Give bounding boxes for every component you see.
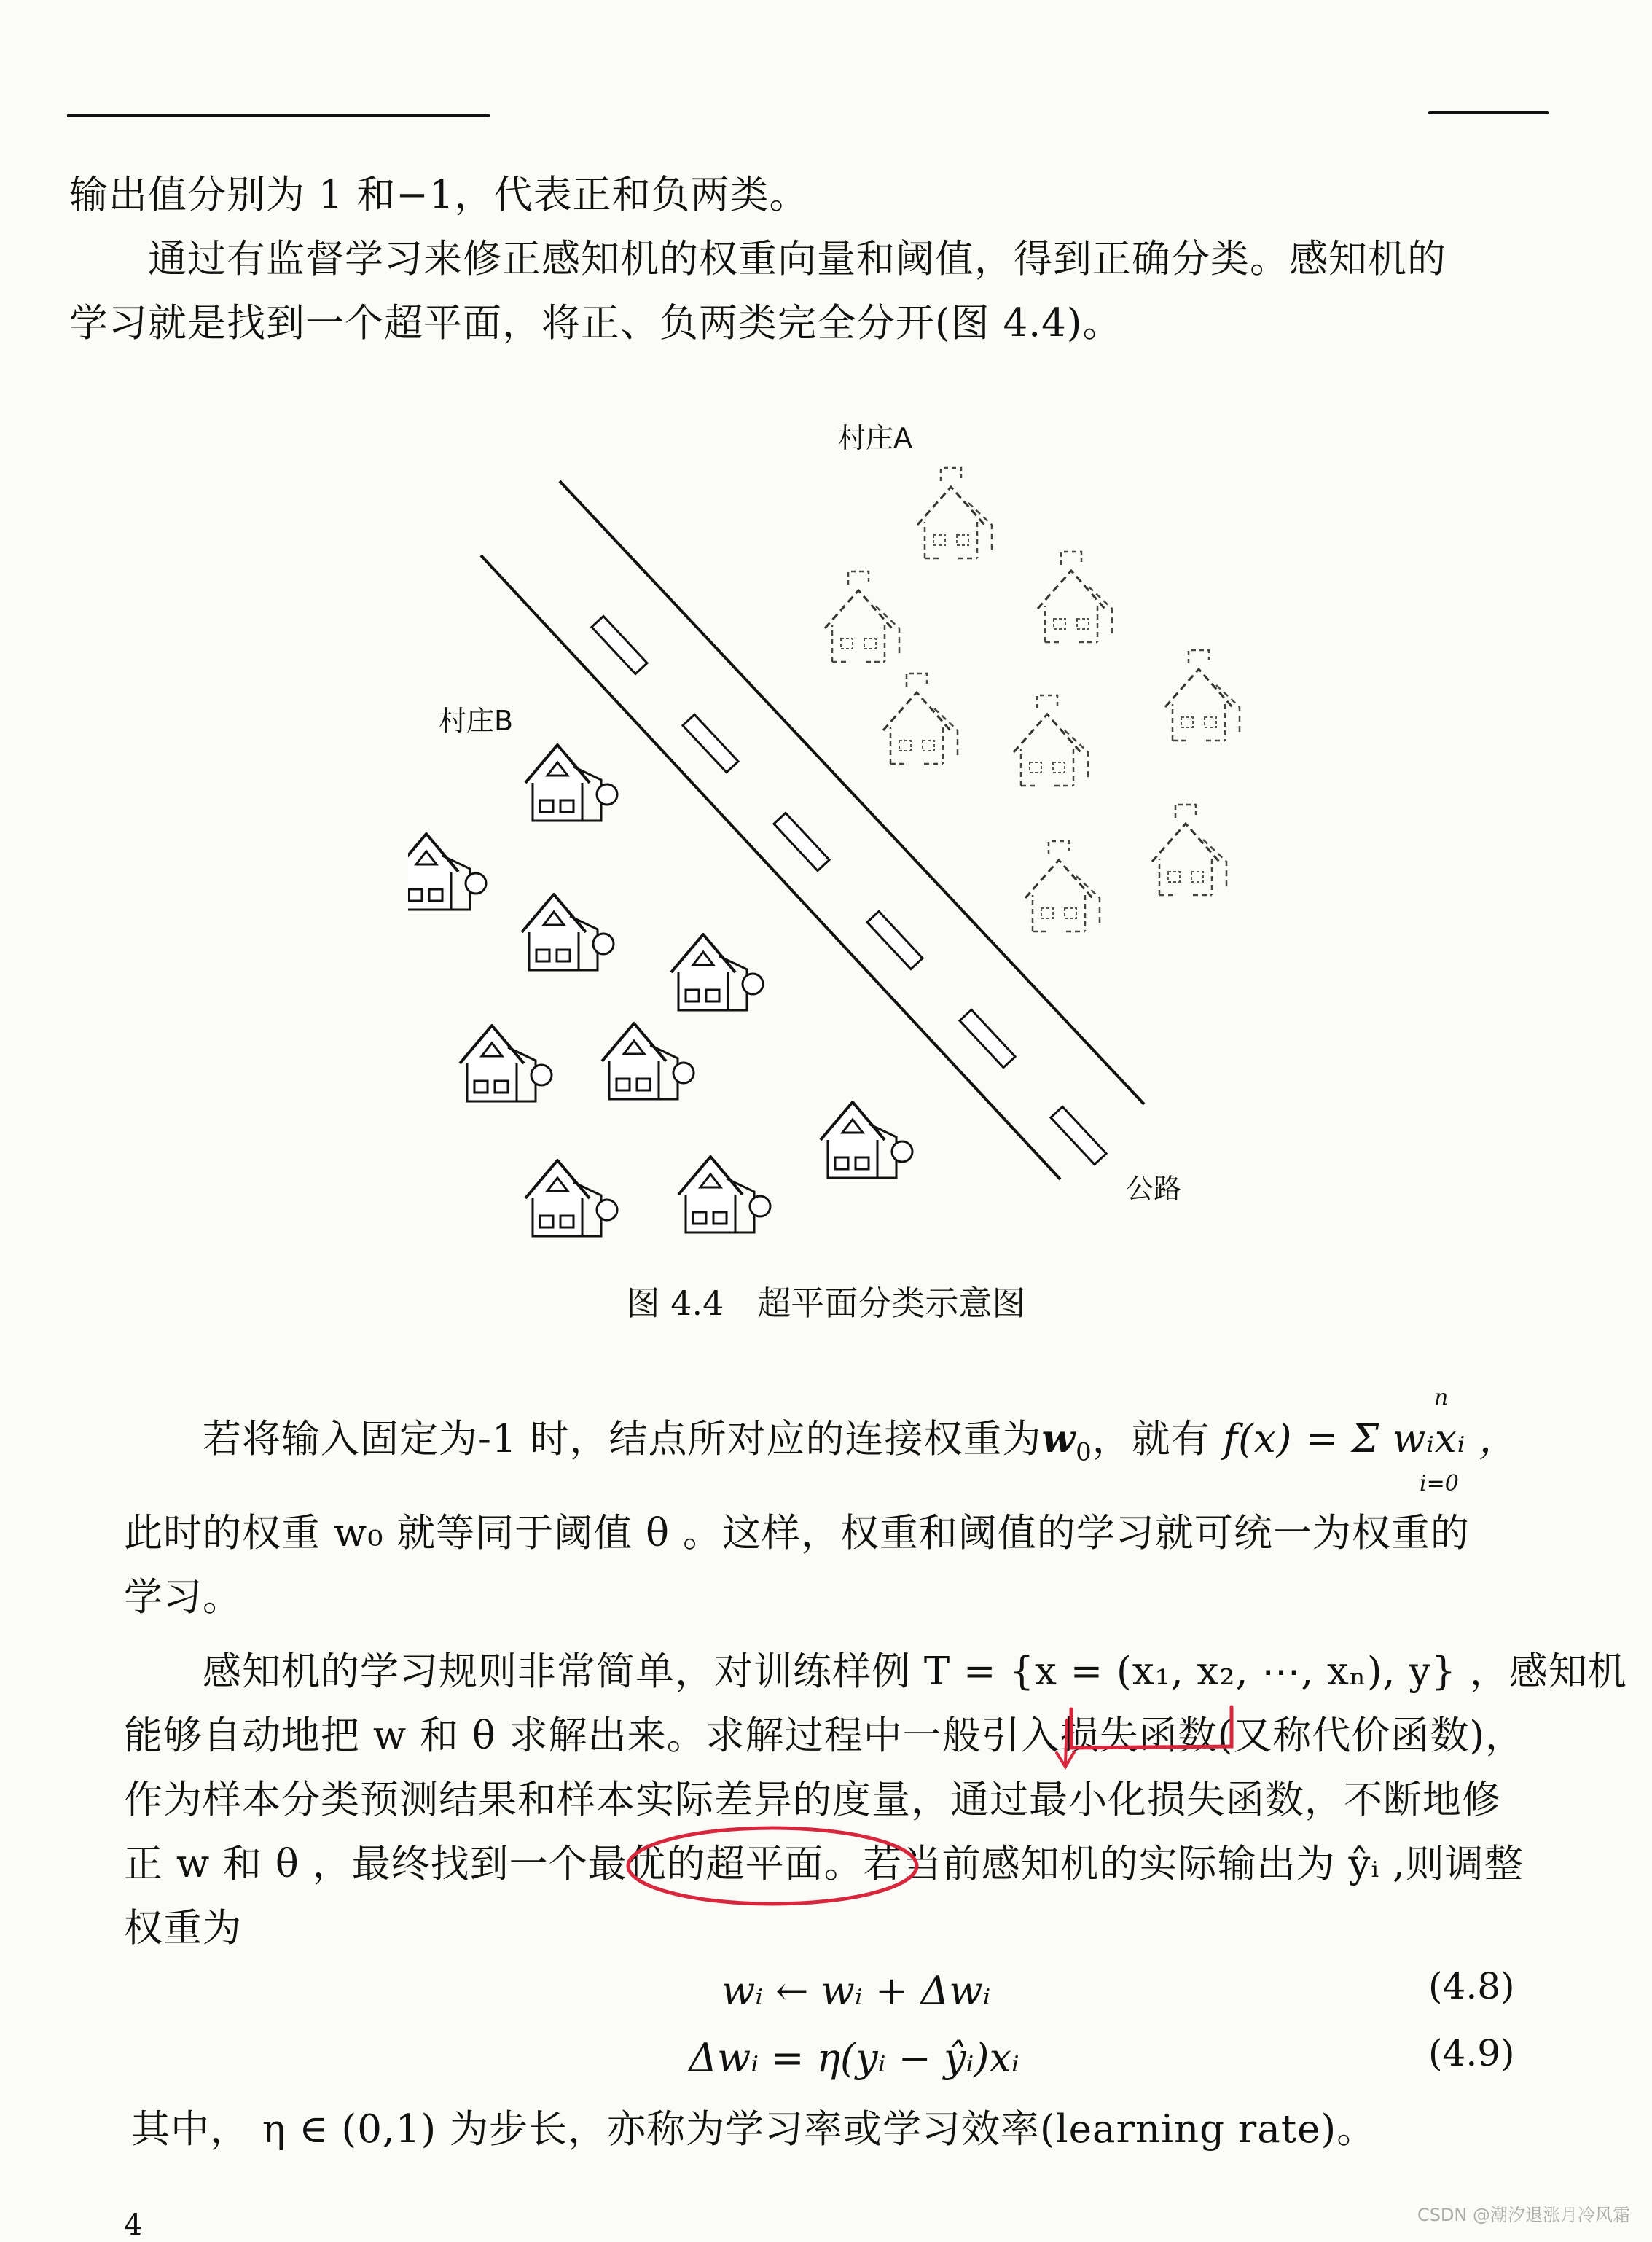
p3-pre: 若将输入固定为-1 时，结点所对应的连接权重为 [203,1417,1042,1461]
watermark: CSDN @潮汐退涨月冷风霜 [1417,2205,1630,2225]
paragraph-3-line3: 学习。 [124,1575,242,1620]
hyperplane-diagram [408,394,1268,1239]
header-rule-right [1428,111,1549,114]
equation-4-8-number: (4.8) [1428,1965,1515,2007]
paragraph-5: 其中， η ∈ (0,1) 为步长，亦称为学习率或学习效率(learning rate)。 [131,2107,1377,2152]
p3-w0: w [1041,1416,1076,1461]
equation-4-8: wᵢ ← wᵢ + Δwᵢ [721,1968,991,2014]
header-rule-left [67,114,490,117]
paragraph-1: 输出值分别为 1 和−1，代表正和负两类。 [69,173,809,217]
label-village-a: 村庄A [838,422,912,454]
label-road: 公路 [1126,1173,1182,1205]
page-number-fragment: 4 [124,2208,143,2242]
paragraph-3-line1 [124,1407,1518,1485]
paragraph-3-line2: 此时的权重 w₀ 就等同于阈值 θ 。这样，权重和阈值的学习就可统一为权重的 [124,1511,1470,1555]
paragraph-4-line2: 能够自动地把 w 和 θ 求解出来。求解过程中一般引入损失函数(又称代价函数)， [124,1714,1525,1758]
paragraph-2-line2: 学习就是找到一个超平面，将正、负两类完全分开(图 4.4)。 [69,301,1122,345]
figure-caption: 图 4.4 超平面分类示意图 [626,1284,1026,1323]
p3-w0-sub: 0 [1076,1437,1092,1467]
label-village-b: 村庄B [439,705,514,737]
paragraph-2-line1: 通过有监督学习来修正感知机的权重向量和阈值，得到正确分类。感知机的 [148,237,1447,281]
paragraph-4-line1: 感知机的学习规则非常简单，对训练样例 T = {x = (x₁, x₂, ⋯, xₙ), y} ，感知机 [203,1649,1627,1694]
sum-upper-limit: n [1434,1385,1449,1410]
paragraph-4-line4: 正 w 和 θ ，最终找到一个最优的超平面。若当前感知机的实际输出为 ŷᵢ ,则调整 [124,1842,1524,1886]
equation-4-9-number: (4.9) [1428,2032,1515,2074]
paragraph-4-line5: 权重为 [124,1906,242,1950]
p3-formula: f(x) = Σ wᵢxᵢ ， [1223,1417,1519,1461]
paragraph-4-line3: 作为样本分类预测结果和样本实际差异的度量，通过最小化损失函数，不断地修 [124,1778,1501,1822]
equation-4-9: Δwᵢ = η(yᵢ − ŷᵢ)xᵢ [689,2035,1019,2081]
figure-hyperplane [408,394,1268,1239]
sum-lower-limit: i=0 [1420,1471,1459,1496]
p3-mid: ，就有 [1092,1417,1210,1461]
